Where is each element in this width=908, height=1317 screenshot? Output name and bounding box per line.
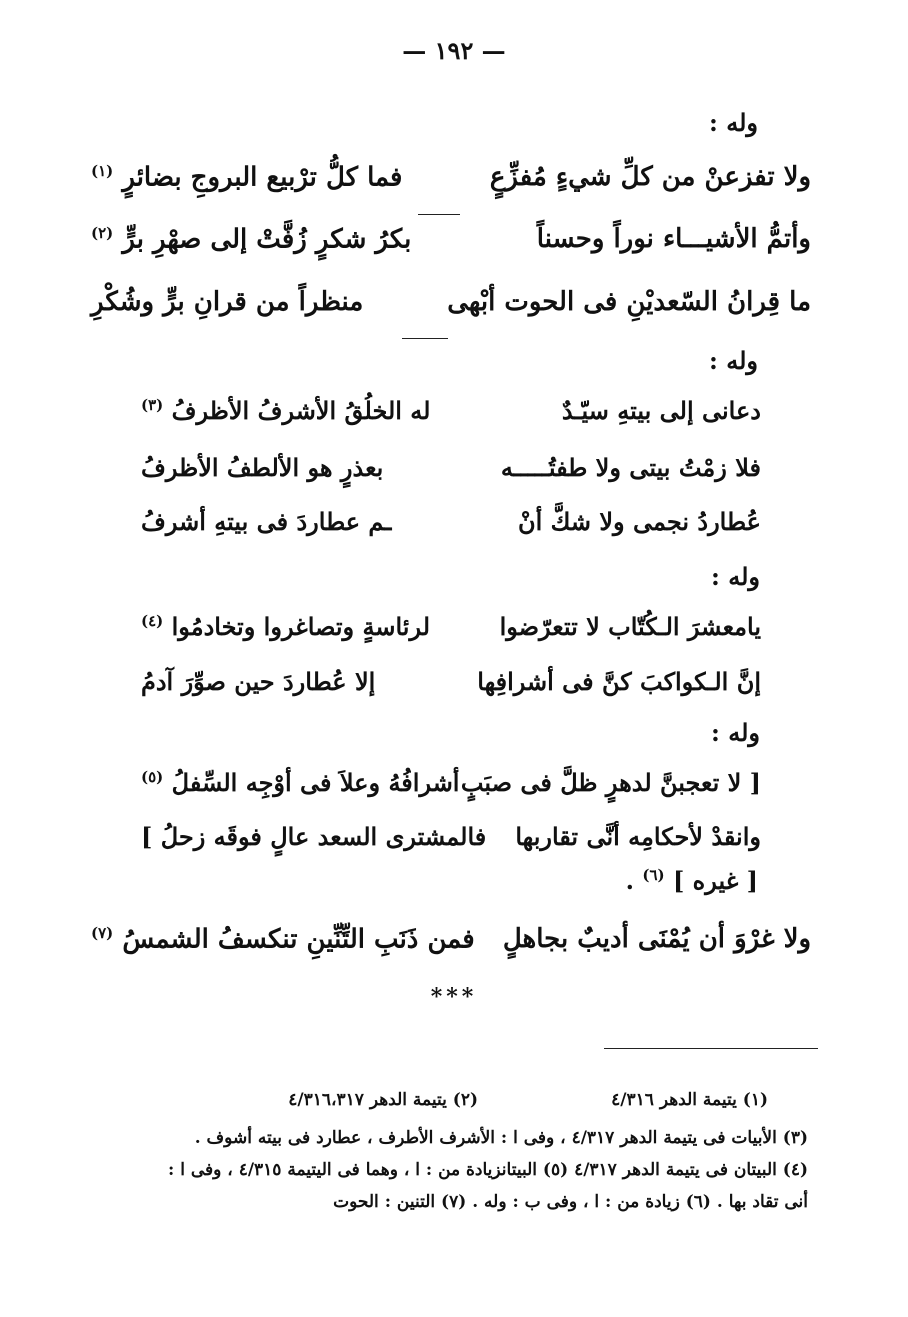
section-heading: وله : [709, 346, 758, 375]
underline-mark [402, 338, 448, 339]
verse-line [91, 224, 811, 264]
footnote-rule [604, 1048, 818, 1049]
footnote-marker: (٦) [642, 866, 665, 884]
verse-second-hemistich: فمن ذَنَبِ التِّنِّينِ تنكسفُ الشمسُ $^{(٧)}$ [91, 924, 475, 955]
verse-first-hemistich: ولا غرْوَ أن يُمْنَى أديبٌ بجاهلٍ [502, 924, 811, 954]
verse-line [91, 924, 811, 964]
verse-second-hemistich: فالمشترى السعد عالٍ فوقَه زحلُ ] [141, 822, 487, 851]
verse-line [141, 612, 761, 650]
footnote-marker: (٣) [141, 396, 164, 414]
footnote: (٣) الأبيات فى يتيمة الدهر ٤/٣١٧ ، وفى ا : الأشرف الأطرف ، عطارد فى بيته أشوف . [194, 1128, 808, 1148]
verse-line [141, 667, 761, 705]
verse-second-hemistich: ـم عطاردَ فى بيتهِ أشرفُ [141, 507, 392, 536]
verse-first-hemistich: وأتمُّ الأشيـــاء نوراً وحسناً [536, 224, 811, 254]
footnote: (١) يتيمة الدهر ٤/٣١٦ [611, 1090, 768, 1110]
verse-second-hemistich: له الخلُقُ الأشرفُ الأظرفُ $^{(٣)}$ [141, 396, 431, 425]
verse-first-hemistich: ما قِرانُ السّعديْنِ فى الحوت أبْهى [447, 287, 811, 317]
verse-second-hemistich: منظراً من قرانِ برٍّ وشُكْرِ [91, 287, 364, 317]
verse-second-hemistich: بكرُ شكرٍ زُفَّتْ إلى صهْرِ برٍّ $^{(٢)}$ [91, 224, 412, 255]
footnote: أنى تقاد بها . (٦) زيادة من : ا ، وفى ب : وله . (٧) التنين : الحوت [333, 1192, 808, 1212]
section-heading: وله : [711, 562, 760, 591]
section-heading: وله : [711, 718, 760, 747]
verse-first-hemistich: إنَّ الـكواكبَ كنَّ فى أشرافِها [477, 667, 761, 696]
verse-line [141, 822, 761, 860]
section-separator: *** [430, 984, 478, 1010]
verse-first-hemistich: وانقدْ لأحكامِه أنَّى تقاربها [515, 822, 761, 851]
verse-line [141, 768, 761, 806]
footnote-marker: (٥) [141, 768, 164, 786]
footnote-marker: (٢) [91, 224, 114, 242]
page-number: — ١٩٢ — [402, 36, 506, 65]
verse-line [91, 162, 811, 202]
footnote: (٢) يتيمة الدهر ٤/٣١٦،٣١٧ [288, 1090, 478, 1110]
footnote: (٤) البيتان فى يتيمة الدهر ٤/٣١٧ (٥) البيتانزيادة من : ا ، وهما فى اليتيمة ٤/٣١٥ ، وفى ا : [168, 1160, 808, 1180]
verse-line [91, 287, 811, 327]
verse-line [141, 507, 761, 545]
verse-second-hemistich: أشرافُهُ وعلاَ فى أوْجِه السِّفلُ $^{(٥)}$ [141, 768, 460, 797]
footnote-marker: (١) [91, 162, 114, 180]
underline-mark [418, 214, 460, 215]
verse-line [141, 453, 761, 491]
verse-first-hemistich: عُطاردُ نجمى ولا شكَّ أنْ [518, 507, 761, 536]
verse-first-hemistich: ولا تفزعنْ من كلِّ شيءٍ مُفزِّعٍ [489, 162, 811, 192]
verse-first-hemistich: دعانى إلى بيتهِ سيّـدٌ [561, 396, 761, 425]
verse-first-hemistich: [ لا تعجبنَّ لدهرٍ ظلَّ فى صبَبٍ [460, 768, 761, 797]
verse-second-hemistich: إلا عُطاردَ حين صوِّرَ آدمُ [141, 667, 376, 696]
verse-line [141, 396, 761, 434]
footnote-marker: (٧) [91, 924, 114, 942]
section-heading: وله : [709, 108, 758, 137]
verse-tail: [ غيره ] $^{(٦)}$ . [625, 866, 758, 895]
footnote-marker: (٤) [141, 612, 164, 630]
verse-first-hemistich: فلا زمْتُ بيتى ولا طفتُـــــه [500, 453, 761, 482]
verse-second-hemistich: فما كلُّ ترْبيع البروجِ بضائرٍ $^{(١)}$ [91, 162, 403, 193]
verse-first-hemistich: يامعشرَ الـكُتّاب لا تتعرّضوا [499, 612, 761, 641]
verse-second-hemistich: بعذرٍ هو الألطفُ الأظرفُ [141, 453, 384, 482]
verse-second-hemistich: لرئاسةٍ وتصاغروا وتخادمُوا $^{(٤)}$ [141, 612, 431, 641]
